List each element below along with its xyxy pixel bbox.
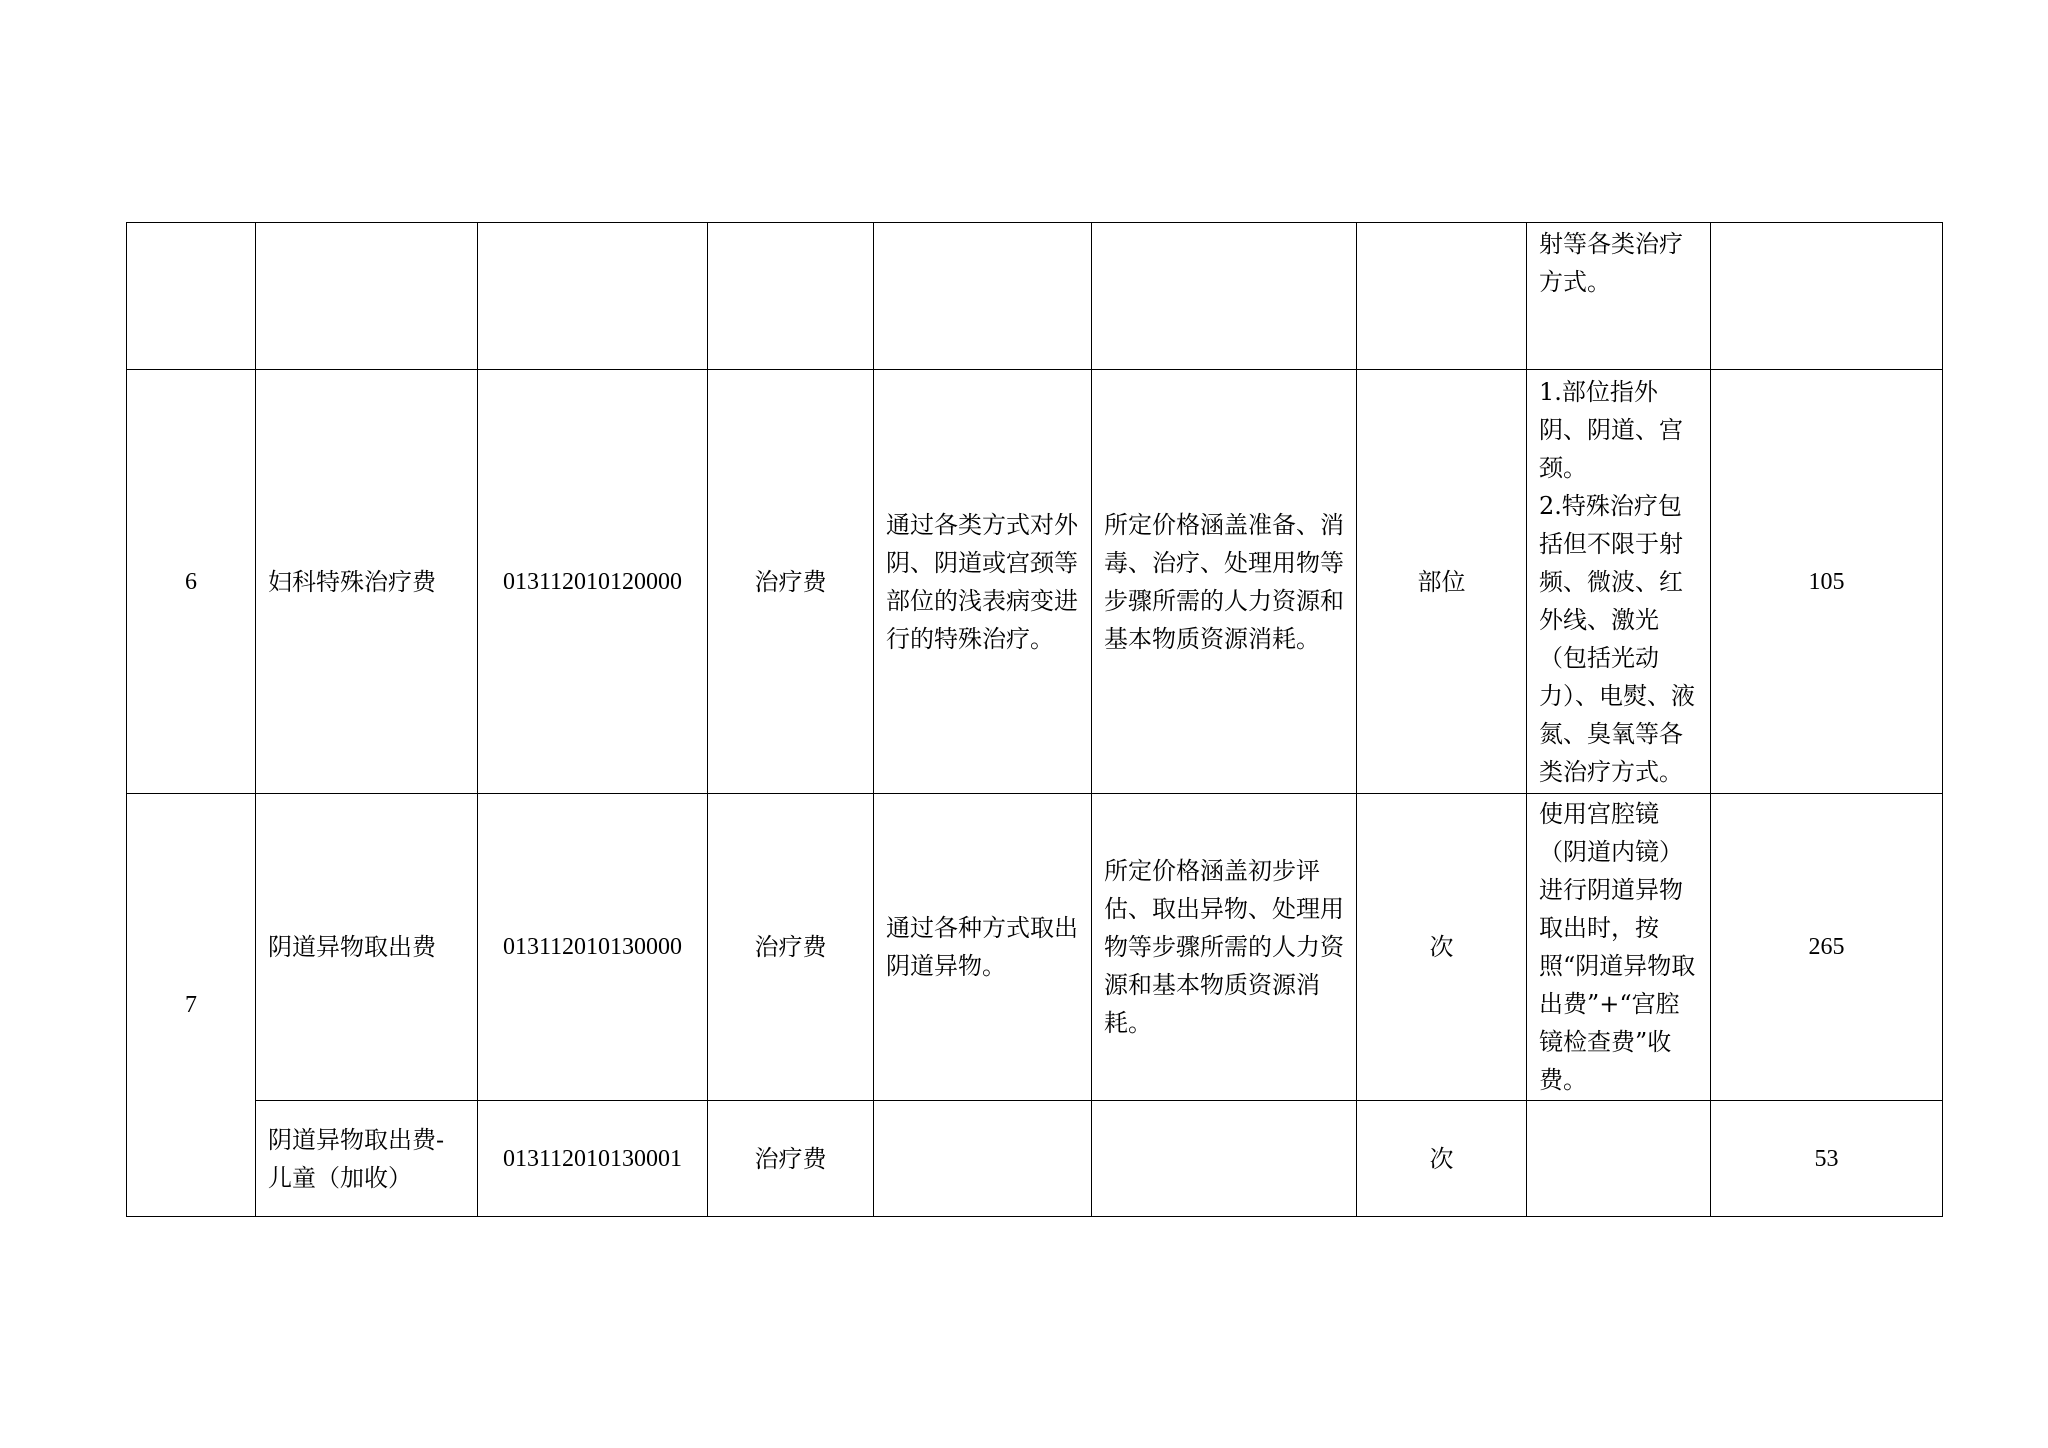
name-cell: 阴道异物取出费-儿童（加收） <box>256 1101 478 1217</box>
price-cell: 105 <box>1711 370 1943 794</box>
table-row <box>127 1101 1943 1217</box>
notes-cell: 使用宫腔镜（阴道内镜）进行阴道异物取出时，按照“阴道异物取出费”+“宫腔镜检查费”收费。 <box>1527 794 1711 1101</box>
price-cell: 53 <box>1711 1101 1943 1217</box>
code-cell <box>478 223 708 370</box>
seq-cell: 6 <box>127 370 256 794</box>
notes-cell: 1.部位指外阴、阴道、宫颈。 2.特殊治疗包括但不限于射频、微波、红外线、激光（包括光动力）、电熨、液氮、臭氧等各类治疗方式。 <box>1527 370 1711 794</box>
content-cell: 通过各种方式取出阴道异物。 <box>874 794 1092 1101</box>
table-row <box>127 370 1943 794</box>
unit-cell: 部位 <box>1357 370 1527 794</box>
seq-cell: 7 <box>127 794 256 1217</box>
category-cell: 治疗费 <box>708 794 874 1101</box>
notes-cell: 射等各类治疗 方式。 <box>1527 223 1711 370</box>
name-cell: 妇科特殊治疗费 <box>256 370 478 794</box>
price-cell: 265 <box>1711 794 1943 1101</box>
price-table <box>126 222 1943 1217</box>
content-cell <box>874 223 1092 370</box>
category-cell <box>708 223 874 370</box>
connotation-cell <box>1092 223 1357 370</box>
content-cell: 通过各类方式对外阴、阴道或宫颈等部位的浅表病变进行的特殊治疗。 <box>874 370 1092 794</box>
content-cell <box>874 1101 1092 1217</box>
name-cell: 阴道异物取出费 <box>256 794 478 1101</box>
name-cell <box>256 223 478 370</box>
notes-cell <box>1527 1101 1711 1217</box>
unit-cell <box>1357 223 1527 370</box>
connotation-cell: 所定价格涵盖初步评估、取出异物、处理用物等步骤所需的人力资源和基本物质资源消耗。 <box>1092 794 1357 1101</box>
connotation-cell: 所定价格涵盖准备、消毒、治疗、处理用物等步骤所需的人力资源和基本物质资源消耗。 <box>1092 370 1357 794</box>
unit-cell: 次 <box>1357 1101 1527 1217</box>
code-cell: 013112010120000 <box>478 370 708 794</box>
category-cell: 治疗费 <box>708 1101 874 1217</box>
code-cell: 013112010130000 <box>478 794 708 1101</box>
code-cell: 013112010130001 <box>478 1101 708 1217</box>
table-row <box>127 794 1943 1101</box>
connotation-cell <box>1092 1101 1357 1217</box>
unit-cell: 次 <box>1357 794 1527 1101</box>
category-cell: 治疗费 <box>708 370 874 794</box>
table-row-continuation <box>127 223 1943 370</box>
seq-cell <box>127 223 256 370</box>
price-cell <box>1711 223 1943 370</box>
